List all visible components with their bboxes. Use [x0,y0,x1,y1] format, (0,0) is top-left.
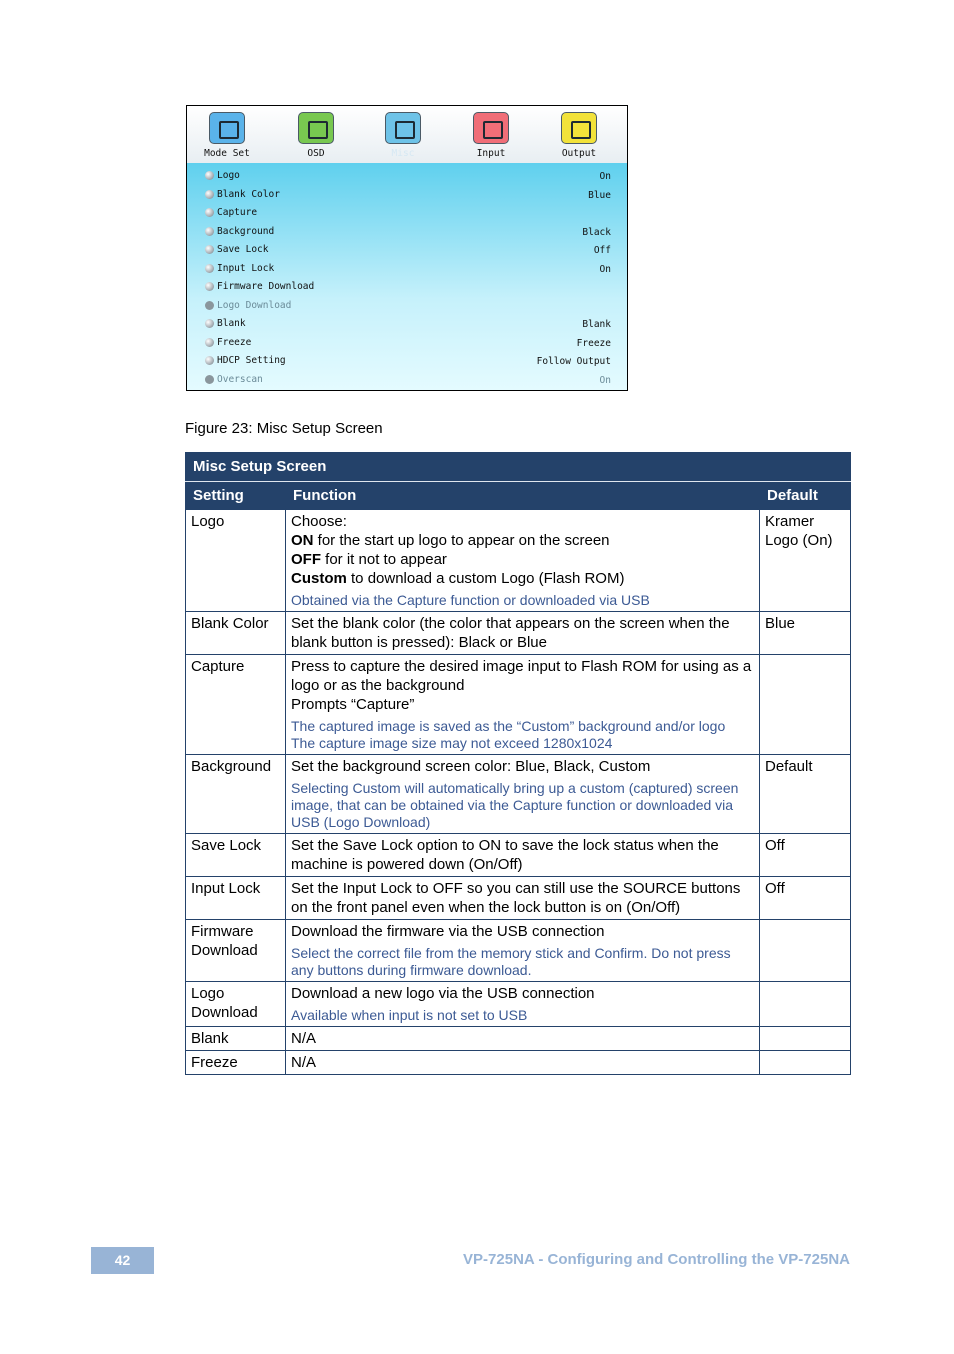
function-cell: N/A [286,1027,760,1051]
bullet-icon [205,264,214,273]
osd-row-logo: Logo On [187,167,627,185]
function-cell: N/A [286,1051,760,1075]
setting-cell: Firmware Download [186,920,286,982]
default-cell [760,1051,851,1075]
mode-set-icon [209,112,245,144]
table-row-background [186,755,851,834]
osd-tab-input: Input [456,110,526,162]
table-title: Misc Setup Screen [186,453,851,482]
bullet-icon [205,319,214,328]
table-row-input-lock [186,877,851,920]
setting-cell: Save Lock [186,834,286,877]
osd-row-input-lock: Input Lock On [187,260,627,278]
page-number: 42 [91,1247,154,1274]
note-text: Select the correct file from the memory stick and Confirm. Do not press any buttons during firmware download. [291,945,731,978]
osd-tab-mode-set: Mode Set [192,110,262,162]
bullet-icon [205,245,214,254]
bullet-icon [205,356,214,365]
header-setting: Setting [186,482,286,510]
bullet-icon [205,375,214,384]
osd-tab-osd: OSD [281,110,351,162]
setting-cell: Logo [186,510,286,612]
osd-misc-screenshot [186,105,628,391]
table-title-row [186,453,851,482]
note-text: Obtained via the Capture function or downloaded via USB [291,592,650,608]
bullet-icon [205,338,214,347]
osd-menu-list [187,163,627,390]
bullet-icon [205,227,214,236]
default-cell [760,1027,851,1051]
table-row-logo [186,510,851,612]
setting-cell: Blank Color [186,612,286,655]
function-cell: Download a new logo via the USB connection Available when input is not set to USB [286,982,760,1027]
function-cell: Press to capture the desired image input to Flash ROM for using as a logo or as the background Prompts “Capture” The captured image is saved as the “Custom” background and/or logo The capture image size may not exceed 1280x1024 [286,655,760,755]
table-header-row [186,482,851,510]
bullet-icon [205,282,214,291]
table-row-blank-color [186,612,851,655]
default-cell: Blue [760,612,851,655]
table-row-capture [186,655,851,755]
osd-tab-bar [187,106,627,163]
footer-title: VP-725NA - Configuring and Controlling the VP-725NA [463,1251,850,1268]
misc-setup-table [185,452,851,1075]
table-row-freeze [186,1051,851,1075]
output-icon [561,112,597,144]
osd-row-hdcp-setting: HDCP Setting Follow Output [187,352,627,370]
header-default: Default [760,482,851,510]
osd-row-freeze: Freeze Freeze [187,334,627,352]
osd-row-save-lock: Save Lock Off [187,241,627,259]
header-function: Function [286,482,760,510]
osd-icon [298,112,334,144]
note-text: Selecting Custom will automatically bring up a custom (captured) screen image, that can be obtained via the Capture function or downloaded via USB (Logo Download) [291,780,739,830]
function-cell: Set the Input Lock to OFF so you can still use the SOURCE buttons on the front panel even when the lock button is on (On/Off) [286,877,760,920]
table-row-save-lock [186,834,851,877]
osd-row-background: Background Black [187,223,627,241]
setting-cell: Freeze [186,1051,286,1075]
setting-cell: Background [186,755,286,834]
input-icon [473,112,509,144]
osd-row-blank: Blank Blank [187,315,627,333]
table-row-logo-download [186,982,851,1027]
osd-row-overscan: Overscan On [187,371,627,389]
default-cell: Default [760,755,851,834]
function-cell: Set the blank color (the color that appears on the screen when the blank button is pressed): Black or Blue [286,612,760,655]
default-cell: Off [760,834,851,877]
function-cell: Set the Save Lock option to ON to save the lock status when the machine is powered down (On/Off) [286,834,760,877]
function-cell: Set the background screen color: Blue, Black, Custom Selecting Custom will automatically bring up a custom (captured) screen image, that can be obtained via the Capture function or downloaded via USB (Logo Download) [286,755,760,834]
function-cell: Download the firmware via the USB connection Select the correct file from the memory stick and Confirm. Do not press any buttons during firmware download. [286,920,760,982]
setting-cell: Logo Download [186,982,286,1027]
osd-row-blank-color: Blank Color Blue [187,186,627,204]
function-cell: Choose: ON for the start up logo to appear on the screen OFF for it not to appear Custom to download a custom Logo (Flash ROM) Obtained via the Capture function or downloaded via USB [286,510,760,612]
bullet-icon [205,208,214,217]
setting-cell: Input Lock [186,877,286,920]
default-cell: Kramer Logo (On) [760,510,851,612]
default-cell: Off [760,877,851,920]
misc-icon [385,112,421,144]
osd-tab-misc: Misc [368,110,438,162]
table-row-firmware-download [186,920,851,982]
note-text: Available when input is not set to USB [291,1007,528,1023]
bullet-icon [205,301,214,310]
figure-caption: Figure 23: Misc Setup Screen [185,420,383,437]
setting-cell: Blank [186,1027,286,1051]
table-row-blank [186,1027,851,1051]
osd-row-firmware-download: Firmware Download [187,278,627,296]
default-cell [760,920,851,982]
bullet-icon [205,171,214,180]
osd-row-capture: Capture [187,204,627,222]
default-cell [760,982,851,1027]
setting-cell: Capture [186,655,286,755]
default-cell [760,655,851,755]
osd-row-logo-download: Logo Download [187,297,627,315]
bullet-icon [205,190,214,199]
osd-tab-output: Output [544,110,614,162]
